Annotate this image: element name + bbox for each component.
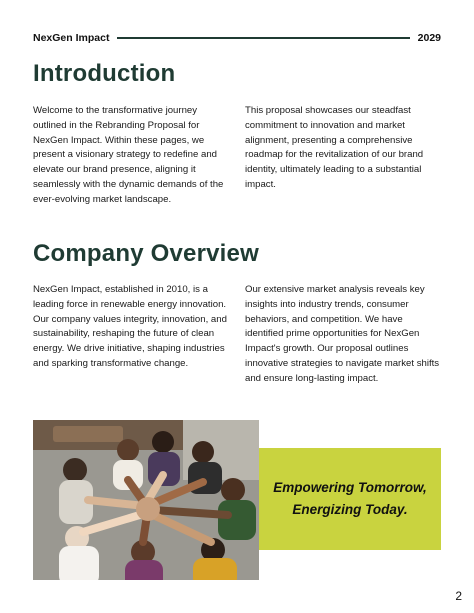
header-rule: [117, 37, 409, 39]
introduction-heading: Introduction: [33, 60, 176, 87]
company-overview-right-paragraph: Our extensive market analysis reveals key insights into industry trends, consumer behaviors, and competition. We have identified prime opportunities for NexGen Impact's growth. Our proposal outlines innovative strategies to navigate market shifts and ensure long-lasting impact.: [245, 284, 440, 384]
company-overview-heading: Company Overview: [33, 240, 259, 267]
brand-name: NexGen Impact: [33, 32, 110, 44]
tagline-line-2: Energizing Today.: [292, 502, 408, 517]
company-overview-left-paragraph: NexGen Impact, established in 2010, is a leading force in renewable energy innovation. Our company values integrity, innovation, and sustainability, reshaping the future of clean energy. We drive initiative, shaping industries and sparking transformative change.: [33, 284, 227, 369]
tagline-callout: [259, 448, 441, 550]
team-hands-illustration: [33, 420, 259, 580]
introduction-right-paragraph: This proposal showcases our steadfast commitment to innovation and market alignment, presenting a comprehensive roadmap for the revitalization of our brand identity, ultimately leading to a substantial impact.: [245, 105, 424, 190]
page-number: 2: [455, 589, 462, 603]
tagline-line-1: Empowering Tomorrow,: [273, 480, 427, 495]
introduction-left-paragraph: Welcome to the transformative journey outlined in the Rebranding Proposal for NexGen Impact. Within these pages, we present a visionary strategy to redefine and elevate our brand presence, aligning it seamlessly with the dynamic demands of the ever-evolving market landscape.: [33, 105, 224, 205]
page-header: [33, 30, 441, 46]
header-year: 2029: [417, 32, 441, 44]
team-hands-photo: [33, 420, 259, 580]
